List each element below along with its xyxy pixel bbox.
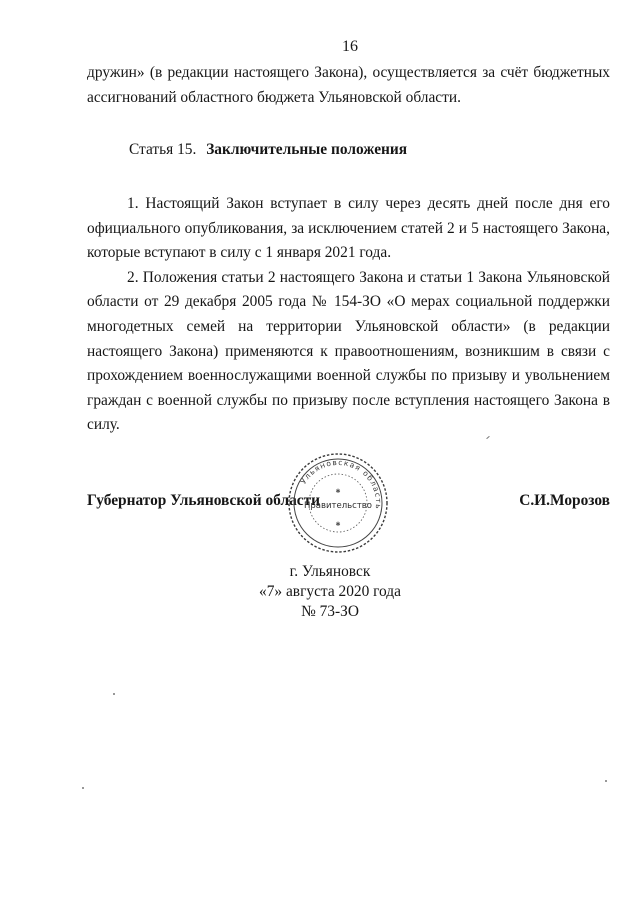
article-paragraph-2: 2. Положения статьи 2 настоящего Закона и статьи 1 Закона Ульяновской области от 29 декабря 2005 года № 154-ЗО «О мерах социальной поддержки многодетных семей на территории Ульяновской области» (в редакции настоящего Закона) применяются к правоотношениям, возникшим в связи с прохождением военнослужащими военной службы по призыву и увольнением граждан с военной службы по призыву после вступления настоящего Закона в силу. bbox=[87, 268, 610, 434]
continuation-paragraph bbox=[87, 61, 610, 110]
page-number: 16 bbox=[342, 38, 358, 55]
article-paragraph-1: 1. Настоящий Закон вступает в силу через десять дней после дня его официального опубликования, за исключением статей 2 и 5 настоящего Закона, которые вступают в силу с 1 января 2021 года. bbox=[87, 195, 610, 262]
seal-star-top-icon: ✱ bbox=[335, 488, 341, 495]
article-body bbox=[87, 192, 610, 438]
article-number: Статья 15. bbox=[129, 141, 197, 158]
article-heading bbox=[129, 141, 407, 159]
document-footer bbox=[180, 562, 480, 622]
signatory-name: С.И.Морозов bbox=[519, 492, 610, 509]
scan-speck bbox=[605, 780, 607, 782]
seal-star-bottom-icon: ✱ bbox=[335, 521, 341, 528]
scan-speck bbox=[113, 693, 115, 695]
footer-date: «7» августа 2020 года bbox=[259, 583, 401, 600]
official-seal-stamp bbox=[286, 451, 390, 555]
seal-outer-text: Ульяновская область bbox=[298, 457, 384, 511]
article-title: Заключительные положения bbox=[206, 141, 408, 158]
signatory-title: Губернатор Ульяновской области bbox=[87, 492, 321, 509]
footer-city: г. Ульяновск bbox=[289, 563, 371, 580]
footer-law-number: № 73-ЗО bbox=[301, 603, 359, 620]
continuation-text: дружин» (в редакции настоящего Закона), осуществляется за счёт бюджетных ассигнований областного бюджета Ульяновской области. bbox=[87, 64, 610, 106]
seal-center-text: Правительство bbox=[304, 501, 372, 511]
scan-speck bbox=[82, 787, 84, 789]
